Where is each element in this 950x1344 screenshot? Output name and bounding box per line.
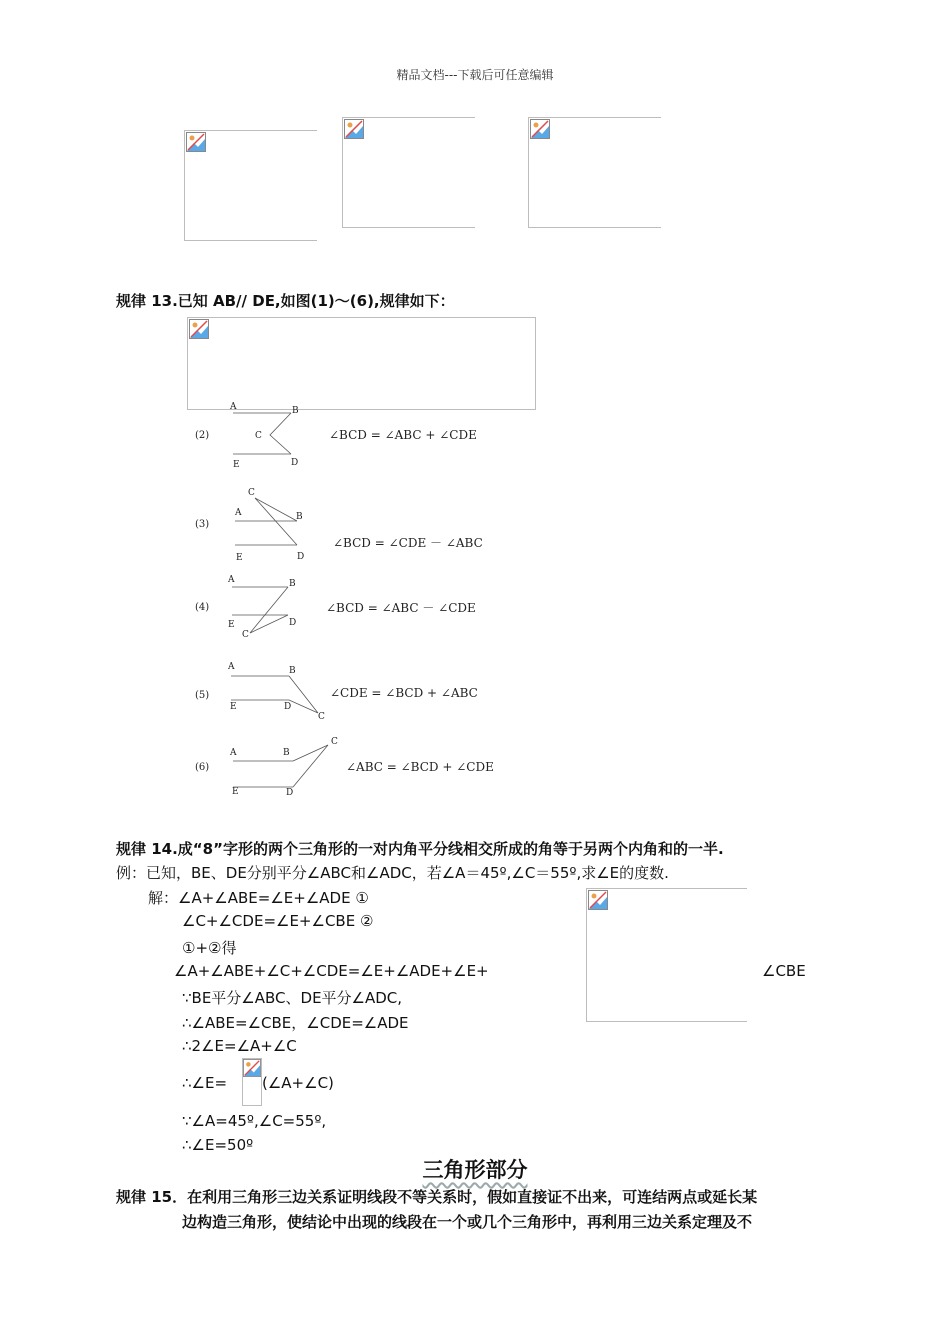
section-title: 三角形部分 xyxy=(422,1158,528,1182)
fig4-label-b: B xyxy=(289,579,296,589)
fig6-number: (6) xyxy=(195,762,210,773)
fig4-label-d: D xyxy=(289,618,297,628)
solution-line-2: ∠C+∠CDE=∠E+∠CBE ② xyxy=(182,912,374,930)
fig3-formula: ∠BCD = ∠CDE － ∠ABC xyxy=(333,536,483,550)
solution-line-9: ∵∠A=45º,∠C=55º, xyxy=(182,1112,327,1130)
broken-image-icon xyxy=(588,890,608,910)
fig4-number: (4) xyxy=(195,602,210,613)
solution-line-8-tail: (∠A+∠C) xyxy=(262,1074,334,1092)
rule-13-heading: 规律 13.已知 AB// DE,如图(1)～(6),规律如下： xyxy=(116,292,455,310)
fig2-label-c: C xyxy=(255,431,262,441)
figure-6-diagram xyxy=(225,734,340,799)
fig3-label-b: B xyxy=(296,512,303,522)
fig6-formula: ∠ABC = ∠BCD + ∠CDE xyxy=(346,760,494,774)
fig5-label-a: A xyxy=(228,662,235,672)
fig5-label-b: B xyxy=(289,666,296,676)
fig3-label-d: D xyxy=(297,552,305,562)
rule-15-line-2: 边构造三角形，使结论中出现的线段在一个或几个三角形中，再利用三边关系定理及不 xyxy=(182,1213,753,1231)
fig6-label-b: B xyxy=(283,748,290,758)
solution-line-7: ∴2∠E=∠A+∠C xyxy=(182,1037,297,1055)
fig6-label-e: E xyxy=(232,787,239,797)
solution-line-1: 解：∠A+∠ABE=∠E+∠ADE ① xyxy=(148,889,369,907)
solution-line-4-tail: ∠CBE xyxy=(762,962,806,980)
fig4-label-e: E xyxy=(228,620,235,630)
fig4-label-a: A xyxy=(228,575,235,585)
broken-image-icon xyxy=(530,119,550,139)
solution-line-6: ∴∠ABE=∠CBE，∠CDE=∠ADE xyxy=(182,1014,409,1032)
image-placeholder-figure-8 xyxy=(586,888,747,1022)
image-placeholder-figure-1 xyxy=(187,317,536,410)
fig2-number: (2) xyxy=(195,430,210,441)
fig3-label-e: E xyxy=(236,553,243,563)
fig2-formula: ∠BCD = ∠ABC + ∠CDE xyxy=(329,428,477,442)
solution-line-10: ∴∠E=50º xyxy=(182,1136,254,1154)
rule-15-line-1: 规律 15．在利用三角形三边关系证明线段不等关系时，假如直接证不出来，可连结两点或延长某 xyxy=(116,1188,758,1206)
image-placeholder-3 xyxy=(528,117,661,228)
fig4-formula: ∠BCD = ∠ABC － ∠CDE xyxy=(326,601,476,615)
fig5-label-c: C xyxy=(318,712,325,722)
broken-image-icon xyxy=(344,119,364,139)
fig2-label-b: B xyxy=(292,406,299,416)
page-header: 精品文档---下载后可任意编辑 xyxy=(396,68,554,82)
image-placeholder-1 xyxy=(184,130,317,241)
fig6-label-a: A xyxy=(230,748,237,758)
figure-4-diagram xyxy=(225,575,315,640)
image-placeholder-2 xyxy=(342,117,475,228)
fig3-label-a: A xyxy=(235,508,242,518)
solution-line-5: ∵BE平分∠ABC、DE平分∠ADC, xyxy=(182,989,403,1007)
fig2-label-d: D xyxy=(291,458,299,468)
solution-line-3: ①+②得 xyxy=(182,939,237,957)
solution-line-4: ∠A+∠ABE+∠C+∠CDE=∠E+∠ADE+∠E+ xyxy=(174,962,489,980)
fig5-label-e: E xyxy=(230,702,237,712)
fig5-label-d: D xyxy=(284,702,292,712)
fig5-number: (5) xyxy=(195,690,210,701)
solution-line-8: ∴∠E= xyxy=(182,1074,228,1092)
fig3-number: (3) xyxy=(195,519,210,530)
broken-image-icon xyxy=(243,1059,261,1077)
example-statement: 例：已知，BE、DE分别平分∠ABC和∠ADC，若∠A＝45º,∠C＝55º,求∠E的度数. xyxy=(116,864,669,882)
rule-14-heading: 规律 14.成“8”字形的两个三角形的一对内角平分线相交所成的角等于另两个内角和的一半. xyxy=(116,840,724,858)
broken-image-icon xyxy=(189,319,209,339)
fig5-formula: ∠CDE = ∠BCD + ∠ABC xyxy=(330,686,478,700)
fig6-label-c: C xyxy=(331,737,338,747)
fig4-label-c: C xyxy=(242,630,249,640)
fig3-label-c: C xyxy=(248,488,255,498)
fig2-label-e: E xyxy=(233,460,240,470)
fig6-label-d: D xyxy=(286,788,294,798)
broken-image-icon xyxy=(186,132,206,152)
image-placeholder-fraction xyxy=(242,1058,262,1106)
fig2-label-a: A xyxy=(230,402,237,412)
